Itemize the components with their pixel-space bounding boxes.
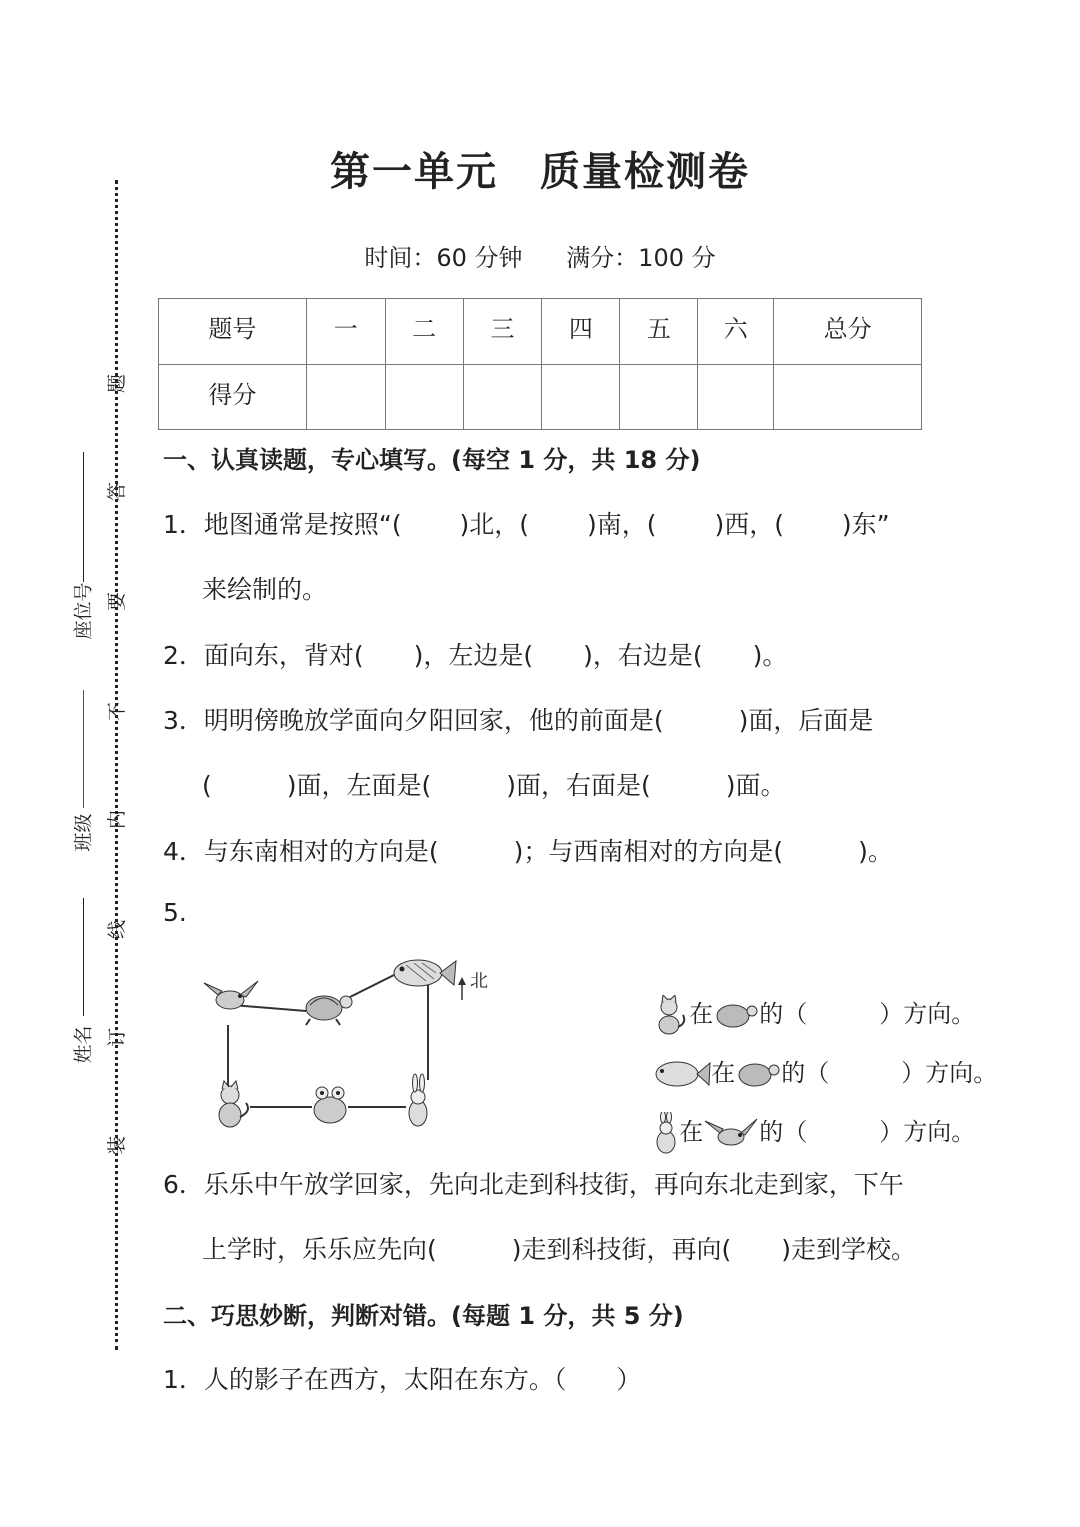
score-cell[interactable] [774, 364, 922, 430]
fish-icon [394, 960, 456, 986]
frog-icon [314, 1087, 346, 1123]
seat-number-label: 座位号 [72, 582, 95, 640]
score-cell[interactable] [463, 364, 542, 430]
binding-char-2: 答 [106, 481, 129, 502]
question-4: 4．与东南相对的方向是( )；与西南相对的方向是( )。 [163, 837, 893, 866]
page-title: 第一单元 质量检测卷 [330, 149, 750, 195]
rabbit-icon [409, 1074, 427, 1126]
name-line[interactable] [83, 898, 84, 1016]
question-6-line2: 上学时，乐乐应先向( )走到科技街，再向( )走到学校。 [202, 1235, 917, 1264]
score-cell[interactable] [385, 364, 463, 430]
section2-question-1: 1．人的影子在西方，太阳在东方。（ ） [163, 1365, 642, 1394]
q5-item-2: 在 的（ ）方向。 [638, 1025, 997, 1091]
header-cell: 六 [698, 299, 774, 365]
question-3-line1: 3．明明傍晚放学面向夕阳回家，他的前面是( )面，后面是 [163, 706, 874, 735]
name-label: 姓名 [72, 1025, 95, 1064]
bird-icon [703, 1115, 759, 1151]
question-5-label: 5. [163, 898, 187, 927]
binding-char-1: 题 [106, 373, 129, 394]
seat-number-line[interactable] [83, 452, 84, 582]
time-label: 时间：60 分钟 [364, 244, 523, 272]
binding-char-7: 订 [106, 1027, 129, 1048]
q5-item-1: 在 的（ ）方向。 [638, 966, 975, 1035]
q5-item-3: 在 的（ ）方向。 [638, 1084, 975, 1154]
header-cell: 四 [542, 299, 620, 365]
question-2: 2．面向东，背对( )，左边是( )，右边是( )。 [163, 641, 788, 670]
question-1-line1: 1．地图通常是按照“( )北，( )南，( )西，( )东” [163, 510, 890, 539]
binding-char-8: 装 [106, 1135, 129, 1156]
cat-icon [219, 1081, 248, 1127]
binding-char-6: 线 [106, 919, 129, 940]
header-cell: 题号 [159, 299, 307, 365]
binding-char-4: 不 [106, 701, 129, 722]
class-label: 班级 [72, 813, 95, 852]
binding-char-5: 内 [106, 809, 129, 830]
question-6-line1: 6．乐乐中午放学回家，先向北走到科技街，再向东北走到家，下午 [163, 1170, 904, 1199]
score-cell[interactable] [620, 364, 698, 430]
header-cell: 五 [620, 299, 698, 365]
binding-dotted-line [115, 180, 118, 1350]
section1-heading: 一、认真读题，专心填写。(每空 1 分，共 18 分) [163, 446, 701, 474]
score-cell[interactable] [542, 364, 620, 430]
turtle-icon [306, 996, 352, 1025]
score-cell[interactable] [698, 364, 774, 430]
class-line[interactable] [83, 690, 84, 808]
rabbit-icon [653, 1112, 679, 1154]
full-score-label: 满分：100 分 [566, 244, 716, 272]
binding-char-3: 要 [106, 591, 129, 612]
header-cell: 总分 [774, 299, 922, 365]
score-table-score-row [159, 364, 922, 430]
score-table [158, 298, 922, 430]
north-arrow-icon [458, 977, 466, 1000]
score-cell[interactable] [306, 364, 385, 430]
bird-icon [204, 981, 258, 1009]
score-row-label: 得分 [159, 364, 307, 430]
question-3-line2: ( )面，左面是( )面，右面是( )面。 [202, 771, 786, 800]
header-cell: 一 [306, 299, 385, 365]
question-1-line2: 来绘制的。 [202, 575, 328, 604]
header-cell: 二 [385, 299, 463, 365]
score-table-header-row [159, 299, 922, 365]
north-label: 北 [470, 971, 488, 992]
exam-meta [0, 238, 1080, 273]
section2-heading: 二、巧思妙断，判断对错。(每题 1 分，共 5 分) [163, 1302, 684, 1330]
animal-map-diagram [200, 945, 500, 1145]
header-cell: 三 [463, 299, 542, 365]
